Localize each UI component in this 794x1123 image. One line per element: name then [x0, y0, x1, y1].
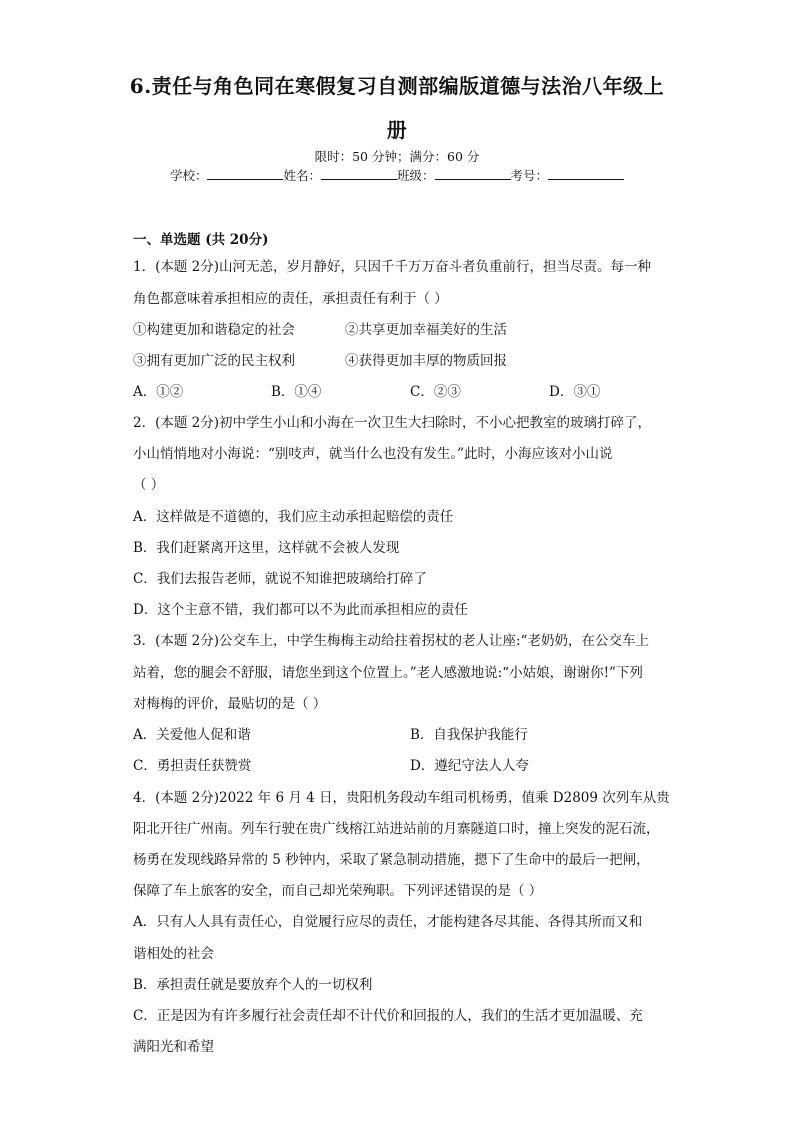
question-1-item-3: ③拥有更加广泛的民主权利 — [133, 353, 295, 369]
question-1-item-4: ④获得更加丰厚的物质回报 — [345, 353, 507, 369]
question-3-option-a[interactable]: A．关爱他人促和谐 — [133, 727, 251, 743]
question-4-option-c-continued: 满阳光和希望 — [133, 1039, 214, 1055]
name-label: 姓名： — [283, 168, 321, 183]
question-2-option-d[interactable]: D．这个主意不错，我们都可以不为此而承担相应的责任 — [133, 602, 468, 618]
section-heading: 一、单选题 (共 20分) — [133, 232, 269, 248]
question-4-stem-continued: 阳北开往广州南。列车行驶在贵广线榕江站进站前的月寨隧道口时，撞上突发的泥石流， — [133, 821, 660, 837]
question-1-option-a[interactable]: A．①② — [133, 384, 184, 400]
exam-no-label: 考号： — [510, 168, 549, 183]
question-1-option-c[interactable]: C．②③ — [410, 384, 461, 400]
question-1-stem: 1．(本题 2分)山河无恙，岁月静好，只因千千万万奋斗者负重前行，担当尽责。每一种 — [133, 259, 652, 275]
class-label: 班级： — [397, 168, 435, 183]
question-1-item-2: ②共享更加幸福美好的生活 — [345, 322, 507, 338]
question-4-stem: 4．(本题 2分)2022 年 6 月 4 日，贵阳机务段动车组司机杨勇，值乘 D2809 次列车从贵 — [133, 790, 670, 806]
question-3-stem-continued: 站着，您的腿会不舒服，请您坐到这个位置上。”老人感激地说:“小姑娘，谢谢你!”下列 — [133, 665, 643, 681]
document-title: 6.责任与角色同在寒假复习自测部编版道德与法治八年级上 — [129, 74, 665, 98]
question-4-option-b[interactable]: B．承担责任就是要放弃个人的一切权利 — [133, 977, 373, 993]
question-4-option-a-continued: 谐相处的社会 — [133, 946, 214, 962]
student-info-fields — [0, 166, 794, 184]
class-blank — [435, 167, 511, 180]
school-label: 学校： — [169, 168, 208, 183]
question-4-stem-end: 保障了车上旅客的安全，而自己却光荣殉职。下列评述错误的是（ ） — [133, 883, 543, 899]
question-1-option-d[interactable]: D．③① — [549, 384, 601, 400]
question-1-item-1: ①构建更加和谐稳定的社会 — [133, 322, 295, 338]
document-title-continued: 册 — [386, 118, 408, 142]
question-3-option-b[interactable]: B．自我保护我能行 — [410, 727, 528, 743]
question-4-option-a[interactable]: A．只有人人具有责任心，自觉履行应尽的责任，才能构建各尽其能、各得其所而又和 — [133, 914, 643, 930]
school-blank — [207, 167, 283, 180]
name-blank — [321, 167, 397, 180]
question-2-answer-bracket: （ ） — [133, 477, 165, 493]
question-1-option-b[interactable]: B．①④ — [271, 384, 322, 400]
question-2-stem-continued: 小山悄悄地对小海说：“别吱声，就当什么也没有发生。”此时，小海应该对小山说 — [133, 446, 613, 462]
question-3-option-c[interactable]: C．勇担责任获赞赏 — [133, 758, 252, 774]
question-2-stem: 2．(本题 2分)初中学生小山和小海在一次卫生大扫除时，不小心把教室的玻璃打碎了， — [133, 415, 652, 431]
question-3-stem: 3．(本题 2分)公交车上，中学生梅梅主动给拄着拐杖的老人让座:“老奶奶，在公交车上 — [133, 633, 649, 649]
question-2-option-a[interactable]: A．这样做是不道德的，我们应主动承担起赔偿的责任 — [133, 509, 454, 525]
exam-no-blank — [548, 167, 624, 180]
question-2-option-b[interactable]: B．我们赶紧离开这里，这样就不会被人发现 — [133, 540, 400, 556]
question-3-stem-end: 对梅梅的评价，最贴切的是（ ） — [133, 696, 327, 712]
question-1-stem-continued: 角色都意味着承担相应的责任，承担责任有利于（ ） — [133, 291, 448, 307]
question-3-option-d[interactable]: D．遵纪守法人人夸 — [410, 758, 529, 774]
question-4-option-c[interactable]: C．正是因为有许多履行社会责任却不计代价和回报的人，我们的生活才更加温暖、充 — [133, 1008, 643, 1024]
question-4-stem-continued-2: 杨勇在发现线路异常的 5 秒钟内，采取了紧急制动措施，摁下了生命中的最后一把闸， — [133, 852, 650, 868]
question-2-option-c[interactable]: C．我们去报告老师，就说不知谁把玻璃给打碎了 — [133, 571, 427, 587]
time-limit: 限时：50 分钟；满分：60 分 — [314, 149, 480, 164]
